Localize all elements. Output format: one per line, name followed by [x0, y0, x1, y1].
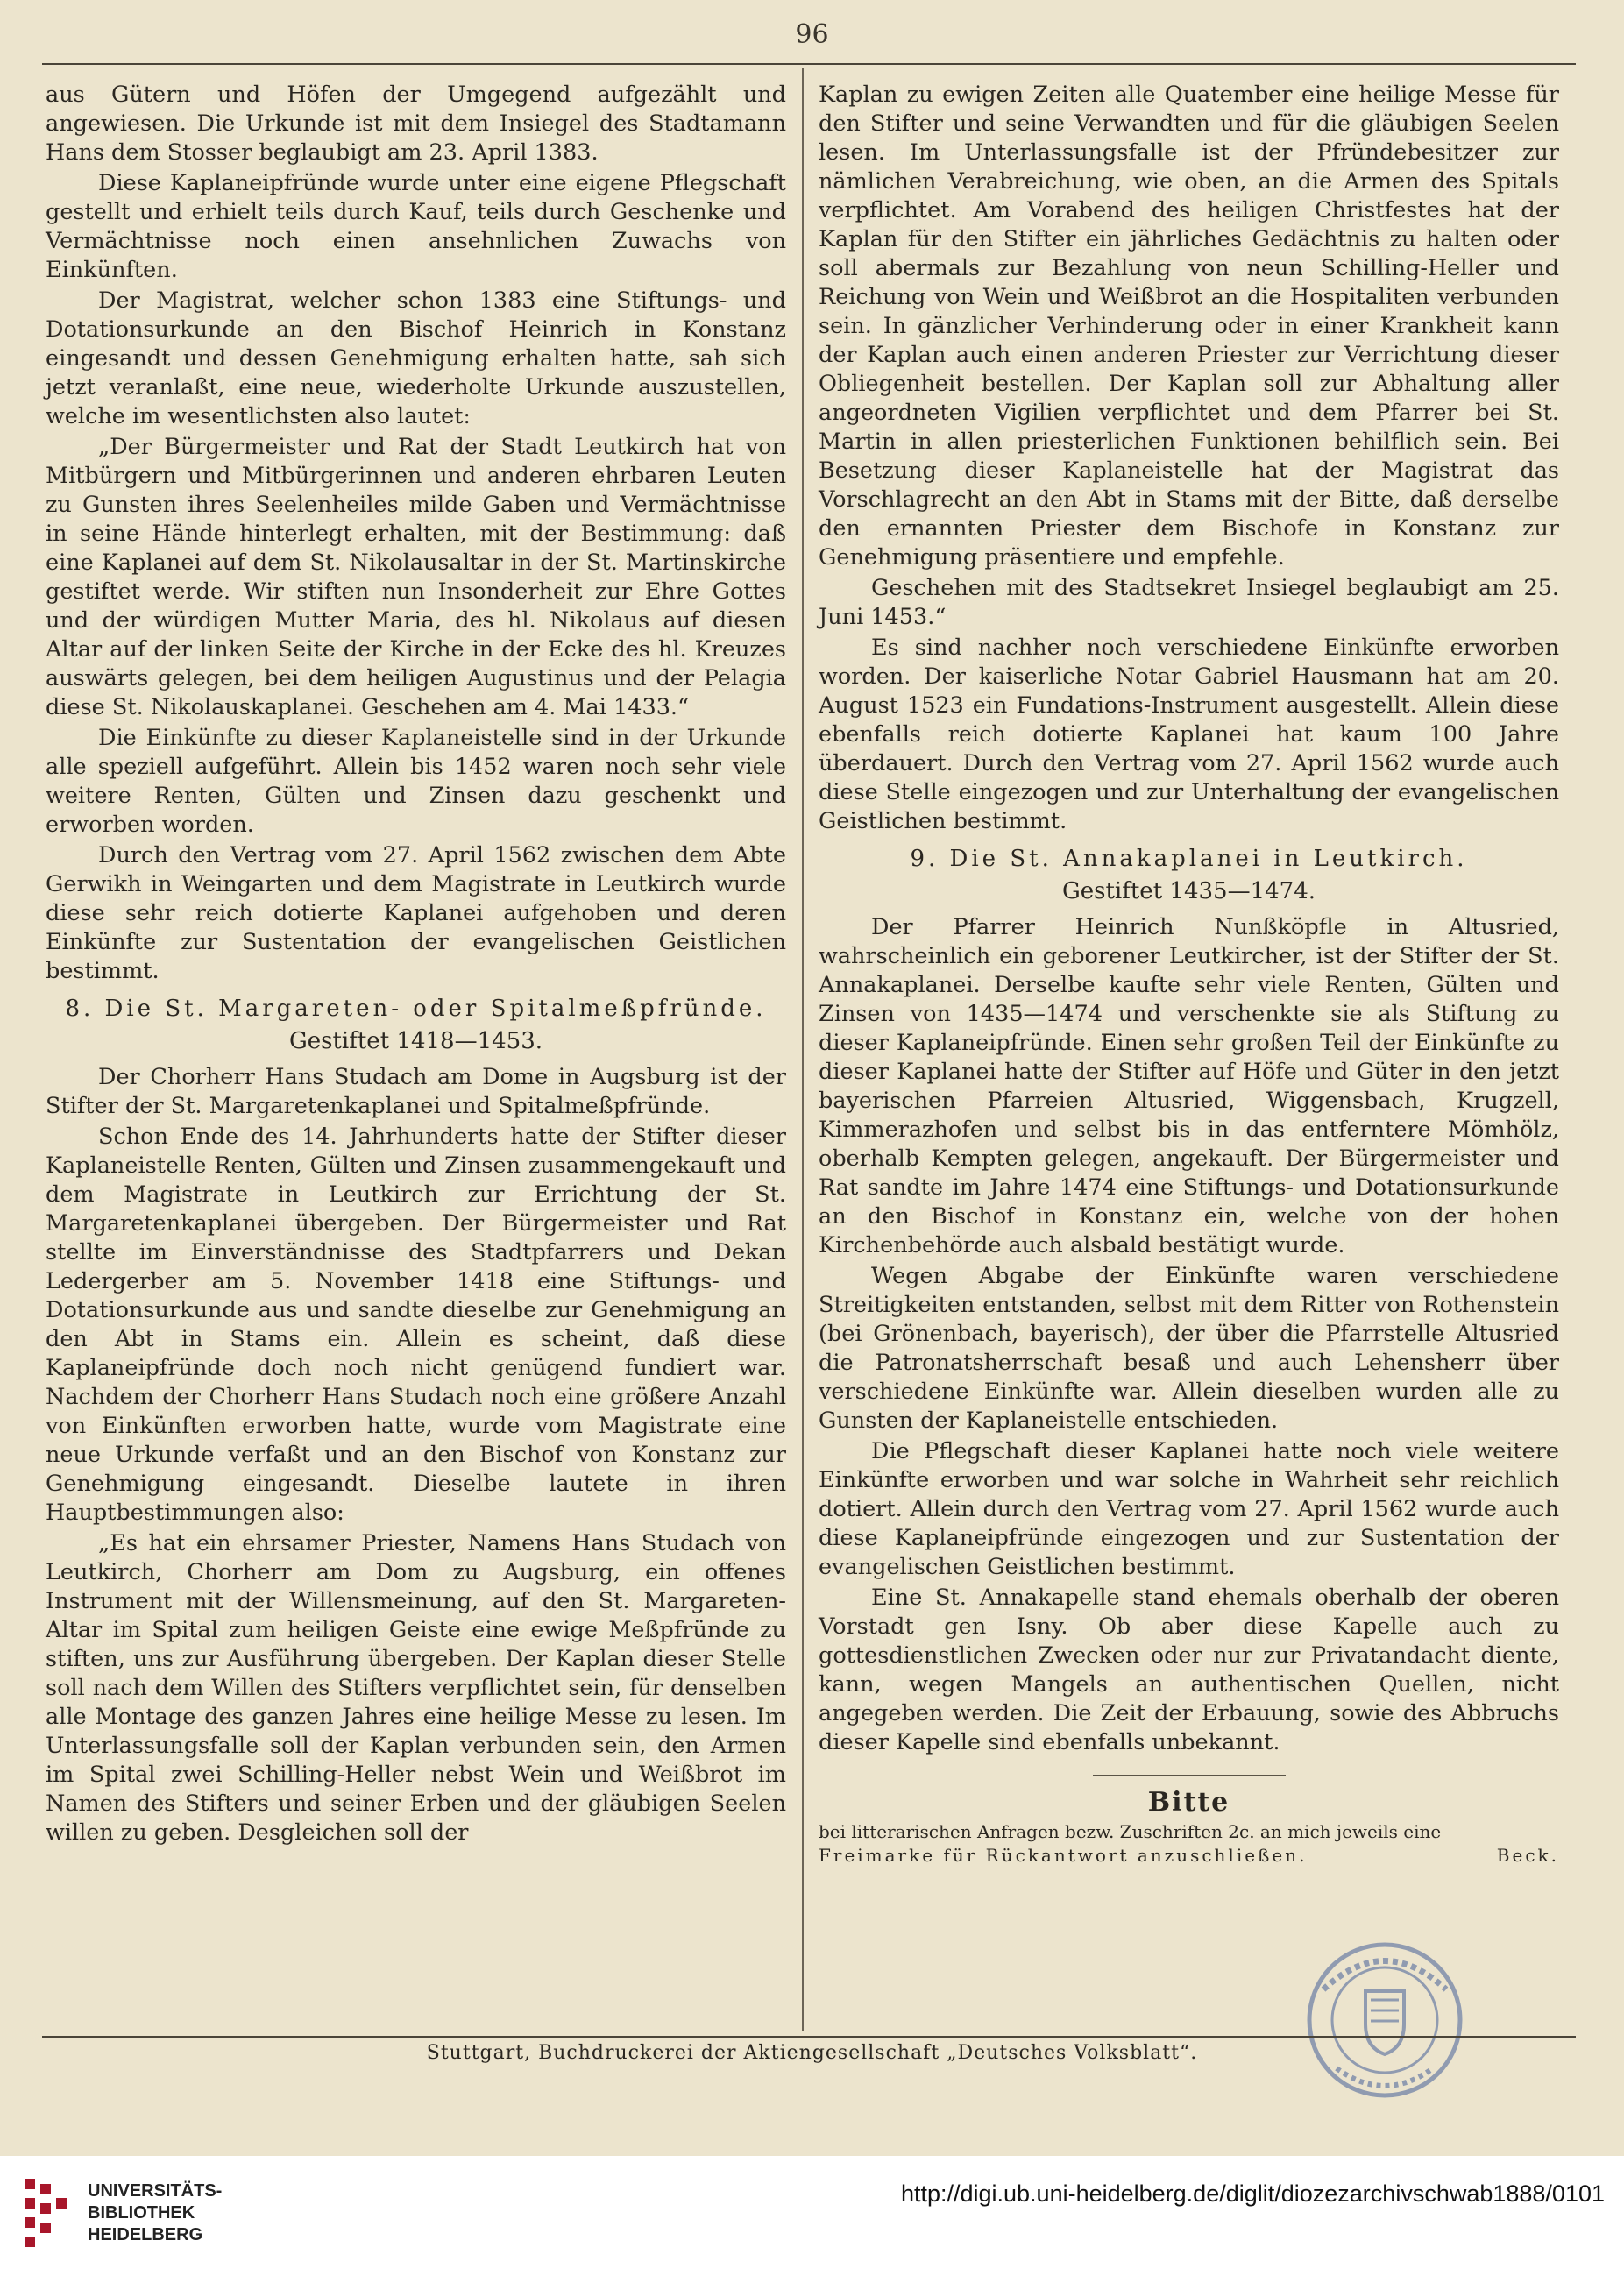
section-subheading: Gestiftet 1435—1474. — [1061, 878, 1316, 904]
note-divider — [1093, 1775, 1286, 1776]
library-name-line: UNIVERSITÄTS- — [88, 2181, 223, 2201]
library-seal-stamp-icon — [1297, 1937, 1472, 2103]
note-title: Bitte — [1147, 1787, 1230, 1818]
note-line-2: Freimarke für Rückantwort anzuschließen. — [819, 1845, 1308, 1866]
left-column — [46, 81, 786, 1849]
library-name-line: HEIDELBERG — [88, 2225, 203, 2244]
paragraph: Der Magistrat, welcher schon 1383 eine Stiftungs- und Dotationsurkunde an den Bischof Heinrich in Konstanz eingesandt und dessen Genehmigung erhalten hatte, sah sich jetzt veranlaßt, eine neue, wiederholte Urkunde auszustellen, welche im wesentlichsten also lautet: — [46, 287, 786, 429]
paragraph: Eine St. Annakapelle stand ehemals oberhalb der oberen Vorstadt gen Isny. Ob aber diese Kapelle auch zu gottesdienstlichen Zwecken oder nur zur Privatandacht diente, kann, wegen Mangels an authentischen Quellen, nicht angegeben werden. Die Zeit der Erbauung, sowie des Abbruchs dieser Kapelle sind ebenfalls unbekannt. — [819, 1585, 1559, 1755]
heidelberg-library-logo-icon — [19, 2172, 72, 2255]
paragraph: Geschehen mit des Stadtsekret Insiegel beglaubigt am 25. Juni 1453.“ — [819, 575, 1559, 630]
paragraph: Die Einkünfte zu dieser Kaplaneistelle sind in der Urkunde alle speziell aufgeführt. Allein bis 1452 waren noch sehr viele weitere Renten, Gülten und Zinsen dazu geschenkt und erworben worden. — [46, 725, 786, 838]
printer-line: Stuttgart, Buchdruckerei der Aktiengesellschaft „Deutsches Volksblatt“. — [426, 2042, 1198, 2064]
source-url: http://digi.ub.uni-heidelberg.de/diglit/diozezarchivschwab1888/0101 — [900, 2180, 1605, 2207]
paragraph: Schon Ende des 14. Jahrhunderts hatte der Stifter dieser Kaplaneistelle Renten, Gülten und Zinsen zusammengekauft und dem Magistrate in Leutkirch zur Errichtung der St. Margaretenkaplanei übergeben. Der Bürgermeister und Rat stellte im Einverständnisse des Stadtpfarrers und Dekan Ledergerber am 5. November 1418 eine Stiftungs- und Dotationsurkunde aus und sandte dieselbe zur Genehmigung an den Abt in Stams ein. Allein es scheint, daß diese Kaplaneipfründe doch noch nicht genügend fundiert war. Nachdem der Chorherr Hans Studach noch eine größere Anzahl von Einkünften erworben hatte, wurde vom Magistrate eine neue Urkunde verfaßt und an den Bischof von Konstanz zur Genehmigung eingesandt. Dieselbe lautete in ihren Hauptbestimmungen also: — [46, 1124, 786, 1526]
paragraph: Wegen Abgabe der Einkünfte waren verschiedene Streitigkeiten entstanden, selbst mit dem Ritter von Rothenstein (bei Grönenbach, bayerisch), der über die Pfarrstelle Altusried die Patronatsherrschaft besaß und auch Lehensherr über verschiedene Einkünfte war. Allein dieselben wurden alle zu Gunsten der Kaplaneistelle entschieden. — [819, 1263, 1559, 1434]
paragraph: aus Gütern und Höfen der Umgegend aufgezählt und angewiesen. Die Urkunde ist mit dem Insiegel des Stadtamann Hans dem Stosser beglaubigt am 23. April 1383. — [46, 82, 786, 166]
note-text — [819, 1820, 1559, 1868]
paragraph: Der Pfarrer Heinrich Nunßköpfle in Altusried, wahrscheinlich ein geborener Leutkircher, ist der Stifter der St. Annakaplanei. Derselbe kaufte sehr viele Renten, Gülten und Zinsen von 1435—1474 und verschenkte sie als Stiftung zu dieser Kaplaneipfründe. Einen sehr großen Teil der Einkünfte zu dieser Kaplanei hatte der Stifter auf Höfe und Güter in den jetzt bayerischen Pfarreien Altusried, Wiggensbach, Krugzell, Kimmerazhofen und selbst bis in das entferntere Mömhölz, oberhalb Kempten gelegen, angekauft. Der Bürgermeister und Rat sandte im Jahre 1474 eine Stiftungs- und Dotationsurkunde an den Bischof in Konstanz ein, welche von der hohen Kirchenbehörde auch alsbald bestätigt wurde. — [819, 914, 1559, 1258]
note-signature: Beck. — [1496, 1845, 1559, 1866]
right-column — [819, 81, 1559, 1869]
section-heading: 8. Die St. Margareten- oder Spitalmeßpfründe. — [65, 996, 767, 1022]
paragraph: Es sind nachher noch verschiedene Einkünfte erworben worden. Der kaiserliche Notar Gabriel Hausmann hat am 20. August 1523 ein Fundations-Instrument ausgestellt. Allein diese ebenfalls reich dotierte Kaplanei hat kaum 100 Jahre überdauert. Durch den Vertrag vom 27. April 1562 wurde auch diese Stelle eingezogen und zur Unterhaltung der evangelischen Geistlichen bestimmt. — [819, 635, 1559, 834]
paragraph: Der Chorherr Hans Studach am Dome in Augsburg ist der Stifter der St. Margaretenkaplanei und Spitalmeßpfründe. — [46, 1064, 786, 1119]
paragraph: Kaplan zu ewigen Zeiten alle Quatember eine heilige Messe für den Stifter und seine Verwandten und für die gläubigen Seelen lesen. Im Unterlassungsfalle ist der Pfründebesitzer zur nämlichen Verabreichung, wie oben, an die Armen des Spitals verpflichtet. Am Vorabend des heiligen Christfestes hat der Kaplan für den Stifter ein jährliches Gedächtnis zu halten oder soll abermals zur Bezahlung von neun Schilling-Heller und Reichung von Wein und Weißbrot an die Hospitaliten verbunden sein. In gänzlicher Verhinderung oder in einer Krankheit kann der Kaplan auch einen anderen Priester zur Verrichtung dieser Obliegenheit bestellen. Der Kaplan soll zur Abhaltung aller angeordneten Vigilien verpflichtet und dem Pfarrer bei St. Martin in allen priesterlichen Funktionen behilflich sein. Bei Besetzung dieser Kaplaneistelle hat der Magistrat das Vorschlagrecht an den Abt in Stams mit der Bitte, daß derselbe den ernannten Priester dem Bischofe in Konstanz zur Genehmigung präsentiere und empfehle. — [819, 82, 1559, 571]
section-heading: 9. Die St. Annakaplanei in Leutkirch. — [910, 846, 1468, 872]
page-number: 96 — [795, 19, 829, 50]
column-divider — [802, 68, 804, 2031]
library-name-line: BIBLIOTHEK — [88, 2203, 195, 2223]
note-line-1: bei litterarischen Anfragen bezw. Zuschriften 2c. an mich jeweils eine — [819, 1821, 1442, 1842]
paragraph: Durch den Vertrag vom 27. April 1562 zwischen dem Abte Gerwikh in Weingarten und dem Magistrate in Leutkirch wurde diese sehr reich dotierte Kaplanei aufgehoben und deren Einkünfte zur Sustentation der evangelischen Geistlichen bestimmt. — [46, 842, 786, 984]
paragraph: Die Pflegschaft dieser Kaplanei hatte noch viele weitere Einkünfte erworben und war solche in Wahrheit sehr reichlich dotiert. Allein durch den Vertrag vom 27. April 1562 wurde auch diese Kaplaneipfründe eingezogen und zur Sustentation der evangelischen Geistlichen bestimmt. — [819, 1438, 1559, 1580]
paragraph: Diese Kaplaneipfründe wurde unter eine eigene Pflegschaft gestellt und erhielt teils durch Kauf, teils durch Geschenke und Vermächtnisse noch einen ansehnlichen Zuwachs von Einkünften. — [46, 170, 786, 283]
paragraph: „Es hat ein ehrsamer Priester, Namens Hans Studach von Leutkirch, Chorherr am Dom zu Augsburg, ein offenes Instrument mit der Willensmeinung, auf den St. Margareten-Altar im Spital zum heiligen Geiste eine ewige Meßpfründe zu stiften, uns zur Ausführung übergeben. Der Kaplan dieser Stelle soll nach dem Willen des Stifters verpflichtet sein, für denselben alle Montage des ganzen Jahres eine heilige Messe zu lesen. Im Unterlassungsfalle soll der Kaplan verbunden sein, den Armen im Spital zwei Schilling-Heller nebst Wein und Weißbrot im Namen des Stifters und seiner Erben und der gläubigen Seelen willen zu geben. Desgleichen soll der — [46, 1530, 786, 1846]
bottom-rule — [42, 2036, 1576, 2038]
paragraph: „Der Bürgermeister und Rat der Stadt Leutkirch hat von Mitbürgern und Mitbürgerinnen und anderen ehrbaren Leuten zu Gunsten ihres Seelenheiles milde Gaben und Vermächtnisse in seine Hände hinterlegt erhalten, mit der Bestimmung: daß eine Kaplanei auf dem St. Nikolausaltar in der St. Martinskirche gestiftet werde. Wir stiften nun Insonderheit zur Ehre Gottes und der würdigen Mutter Maria, des hl. Nikolaus auf diesen Altar auf der linken Seite der Kirche in der Ecke des hl. Kreuzes auswärts gelegen, bei dem heiligen Augustinus und der Pelagia diese St. Nikolauskaplanei. Geschehen am 4. Mai 1433.“ — [46, 434, 786, 720]
library-name — [88, 2180, 222, 2246]
section-subheading: Gestiftet 1418—1453. — [288, 1028, 543, 1054]
top-rule — [42, 63, 1576, 65]
digitization-footer — [0, 2156, 1624, 2283]
